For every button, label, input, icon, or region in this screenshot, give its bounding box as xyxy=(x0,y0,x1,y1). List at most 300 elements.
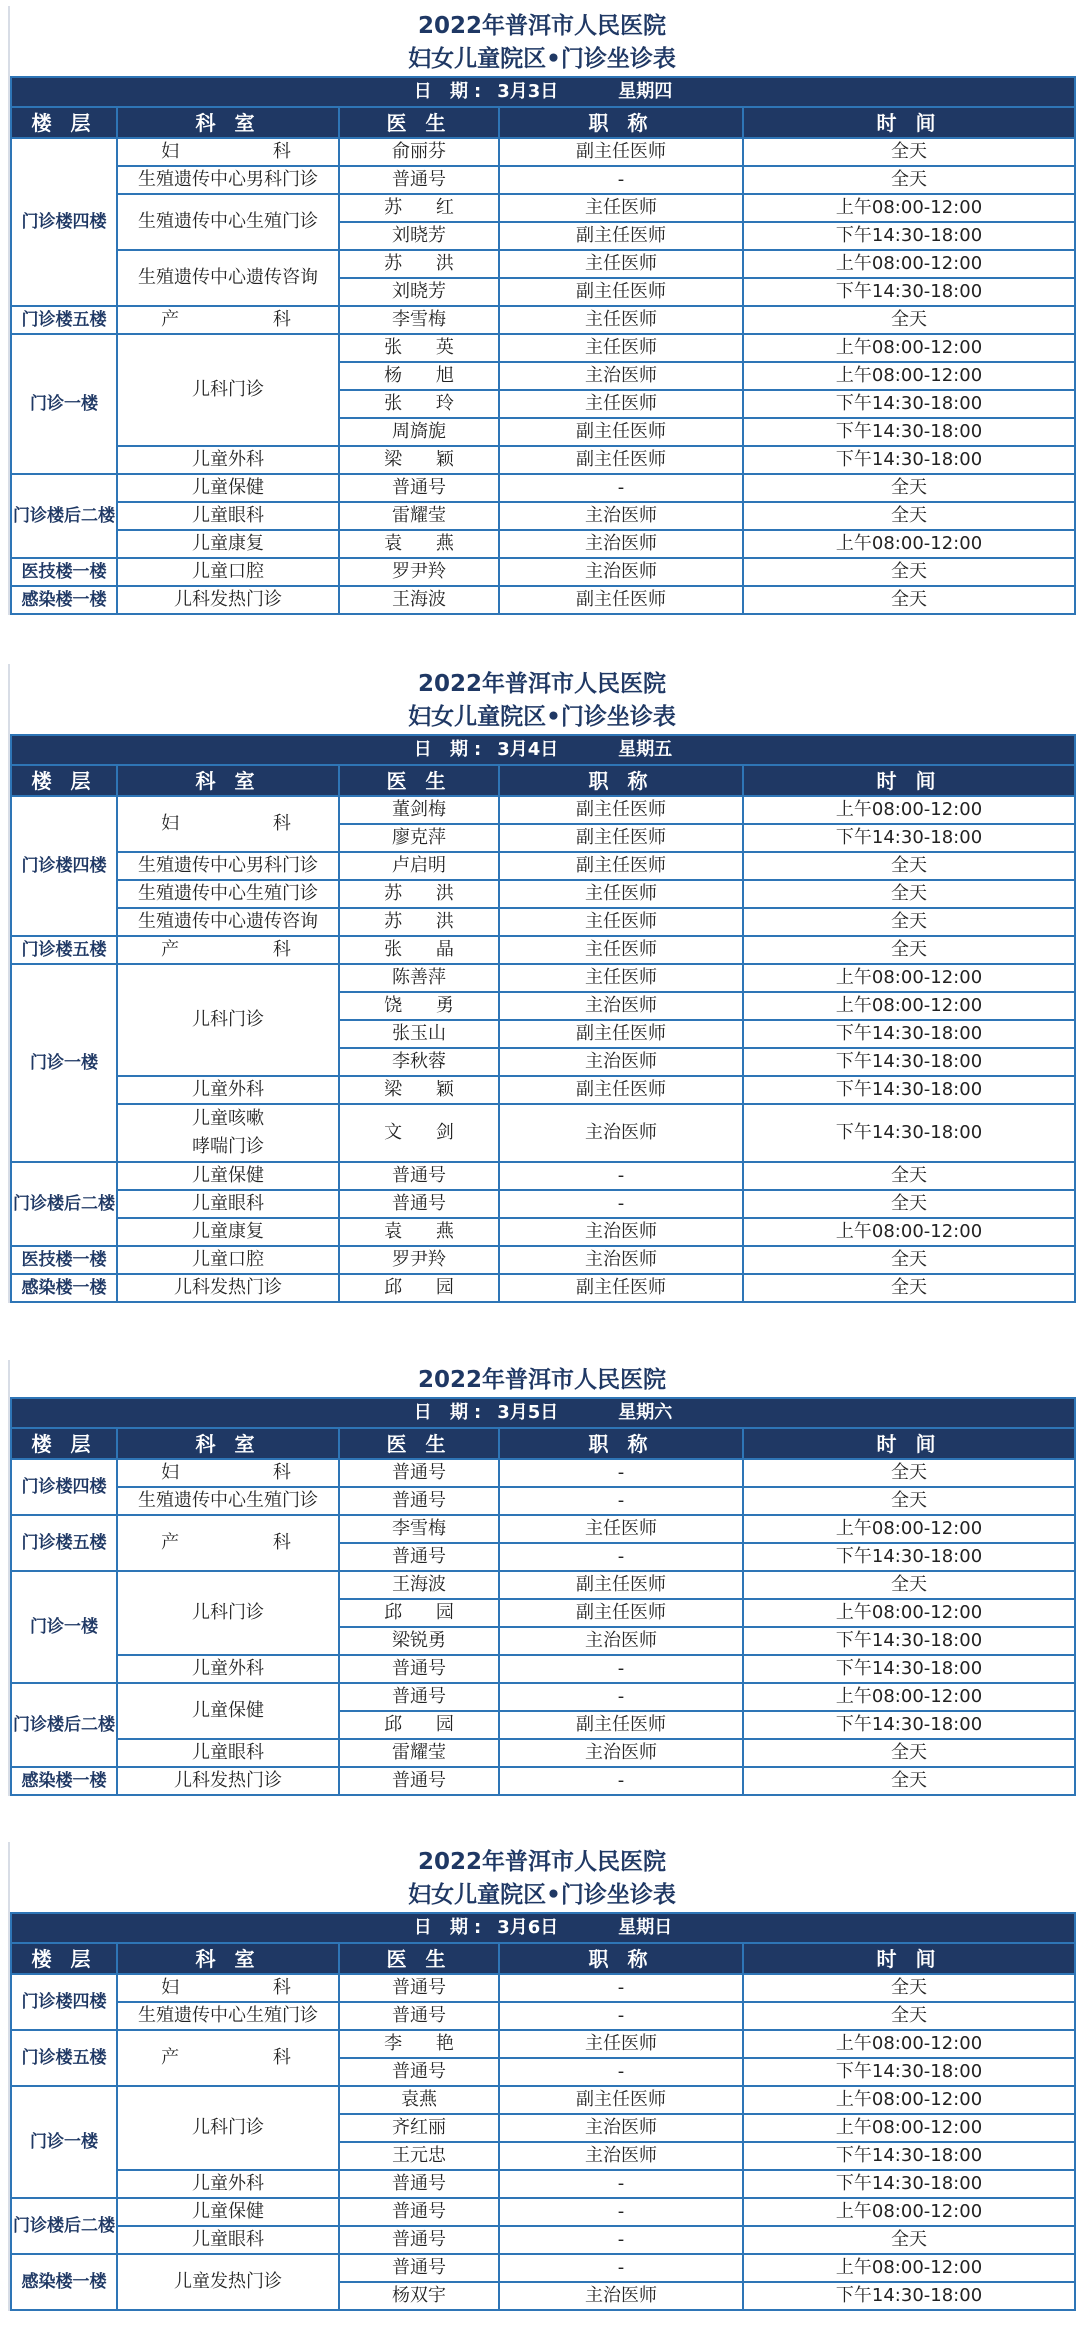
time-cell: 全天 xyxy=(743,1246,1075,1274)
department-cell: 儿童外科 xyxy=(117,1076,339,1104)
job-title-cell: 主任医师 xyxy=(499,390,743,418)
floor-cell: 门诊楼四楼 xyxy=(11,1459,117,1515)
weekday: 星期日 xyxy=(618,1917,673,1938)
time-cell: 全天 xyxy=(743,138,1075,166)
department-cell: 儿科发热门诊 xyxy=(117,586,339,614)
job-title-cell: 副主任医师 xyxy=(499,418,743,446)
doctor-cell: 袁燕 xyxy=(339,2086,499,2114)
department-cell: 产 科 xyxy=(117,1515,339,1571)
floor-cell: 门诊楼后二楼 xyxy=(11,1162,117,1246)
schedule-table xyxy=(10,76,1076,615)
table-row xyxy=(11,1274,1075,1302)
department-cell: 儿童外科 xyxy=(117,1655,339,1683)
doctor-cell: 普通号 xyxy=(339,1974,499,2002)
department-cell: 生殖遗传中心遗传咨询 xyxy=(117,908,339,936)
doctor-cell: 张 晶 xyxy=(339,936,499,964)
schedule-table xyxy=(10,1912,1076,2311)
time-cell: 下午14:30-18:00 xyxy=(743,1627,1075,1655)
doctor-cell: 雷耀莹 xyxy=(339,1739,499,1767)
job-title-cell: 主任医师 xyxy=(499,334,743,362)
time-cell: 上午08:00-12:00 xyxy=(743,964,1075,992)
doctor-cell: 普通号 xyxy=(339,166,499,194)
time-cell: 全天 xyxy=(743,166,1075,194)
department-cell: 生殖遗传中心生殖门诊 xyxy=(117,2002,339,2030)
time-cell: 上午08:00-12:00 xyxy=(743,796,1075,824)
doctor-cell: 邱 园 xyxy=(339,1711,499,1739)
job-title-cell: 主治医师 xyxy=(499,1218,743,1246)
time-cell: 上午08:00-12:00 xyxy=(743,2086,1075,2114)
time-cell: 全天 xyxy=(743,306,1075,334)
weekday: 星期五 xyxy=(618,739,673,760)
job-title-cell: - xyxy=(499,2002,743,2030)
header-title: 职 称 xyxy=(499,107,743,138)
time-cell: 全天 xyxy=(743,880,1075,908)
table-row xyxy=(11,880,1075,908)
doctor-cell: 李秋蓉 xyxy=(339,1048,499,1076)
doctor-cell: 董剑梅 xyxy=(339,796,499,824)
doctor-cell: 罗尹羚 xyxy=(339,558,499,586)
floor-cell: 感染楼一楼 xyxy=(11,1767,117,1795)
time-cell: 全天 xyxy=(743,908,1075,936)
doctor-cell: 苏 红 xyxy=(339,194,499,222)
date-value: 3月4日 xyxy=(497,739,559,760)
time-cell: 下午14:30-18:00 xyxy=(743,1711,1075,1739)
table-row xyxy=(11,964,1075,992)
time-cell: 全天 xyxy=(743,2002,1075,2030)
doctor-cell: 普通号 xyxy=(339,1683,499,1711)
department-cell: 儿童保健 xyxy=(117,2198,339,2226)
time-cell: 全天 xyxy=(743,1274,1075,1302)
department-cell: 产 科 xyxy=(117,2030,339,2086)
table-row xyxy=(11,474,1075,502)
header-doctor: 医 生 xyxy=(339,1428,499,1459)
time-cell: 全天 xyxy=(743,586,1075,614)
job-title-cell: 主治医师 xyxy=(499,1048,743,1076)
department-cell: 儿科门诊 xyxy=(117,1571,339,1655)
department-cell: 儿童外科 xyxy=(117,446,339,474)
department-cell: 儿童保健 xyxy=(117,1683,339,1739)
header-department: 科 室 xyxy=(117,765,339,796)
time-cell: 上午08:00-12:00 xyxy=(743,362,1075,390)
job-title-cell: 主任医师 xyxy=(499,1515,743,1543)
date-label: 日 期: xyxy=(413,739,488,760)
header-title: 职 称 xyxy=(499,765,743,796)
time-cell: 下午14:30-18:00 xyxy=(743,390,1075,418)
header-title: 职 称 xyxy=(499,1428,743,1459)
header-doctor: 医 生 xyxy=(339,107,499,138)
job-title-cell: 主任医师 xyxy=(499,194,743,222)
department-cell: 产 科 xyxy=(117,936,339,964)
department-cell: 生殖遗传中心男科门诊 xyxy=(117,166,339,194)
table-row xyxy=(11,502,1075,530)
job-title-cell: 副主任医师 xyxy=(499,796,743,824)
time-cell: 全天 xyxy=(743,1739,1075,1767)
department-cell: 儿科发热门诊 xyxy=(117,1274,339,1302)
job-title-cell: 副主任医师 xyxy=(499,138,743,166)
header-time: 时 间 xyxy=(743,765,1075,796)
header-floor: 楼 层 xyxy=(11,1943,117,1974)
title-block xyxy=(10,664,1074,734)
floor-cell: 门诊楼后二楼 xyxy=(11,474,117,558)
department-cell: 妇 科 xyxy=(117,796,339,852)
doctor-cell: 苏 洪 xyxy=(339,880,499,908)
department-cell: 儿科门诊 xyxy=(117,2086,339,2170)
job-title-cell: 主任医师 xyxy=(499,908,743,936)
doctor-cell: 普通号 xyxy=(339,1543,499,1571)
time-cell: 上午08:00-12:00 xyxy=(743,2114,1075,2142)
job-title-cell: 主治医师 xyxy=(499,1627,743,1655)
table-row xyxy=(11,2030,1075,2058)
job-title-cell: 副主任医师 xyxy=(499,1571,743,1599)
time-cell: 全天 xyxy=(743,852,1075,880)
doctor-cell: 普通号 xyxy=(339,474,499,502)
job-title-cell: 副主任医师 xyxy=(499,222,743,250)
doctor-cell: 张 玲 xyxy=(339,390,499,418)
job-title-cell: - xyxy=(499,1974,743,2002)
time-cell: 全天 xyxy=(743,1162,1075,1190)
time-cell: 全天 xyxy=(743,474,1075,502)
schedule-table xyxy=(10,1397,1076,1796)
job-title-cell: - xyxy=(499,2058,743,2086)
doctor-cell: 文 剑 xyxy=(339,1104,499,1162)
time-cell: 下午14:30-18:00 xyxy=(743,1655,1075,1683)
table-row xyxy=(11,1218,1075,1246)
time-cell: 上午08:00-12:00 xyxy=(743,992,1075,1020)
schedule-subtitle: 妇女儿童院区•门诊坐诊表 xyxy=(408,46,676,72)
date-label: 日 期: xyxy=(413,81,488,102)
doctor-cell: 雷耀莹 xyxy=(339,502,499,530)
doctor-cell: 俞丽芬 xyxy=(339,138,499,166)
doctor-cell: 梁 颖 xyxy=(339,446,499,474)
table-row xyxy=(11,558,1075,586)
schedule-sheet xyxy=(8,1360,1074,1796)
department-cell: 生殖遗传中心男科门诊 xyxy=(117,852,339,880)
date-row xyxy=(11,1398,1075,1428)
time-cell: 全天 xyxy=(743,2226,1075,2254)
doctor-cell: 李 艳 xyxy=(339,2030,499,2058)
doctor-cell: 王海波 xyxy=(339,1571,499,1599)
floor-cell: 门诊楼五楼 xyxy=(11,936,117,964)
floor-cell: 门诊楼五楼 xyxy=(11,1515,117,1571)
floor-cell: 门诊楼后二楼 xyxy=(11,1683,117,1767)
header-time: 时 间 xyxy=(743,1428,1075,1459)
table-row xyxy=(11,1655,1075,1683)
job-title-cell: 主治医师 xyxy=(499,1739,743,1767)
schedule-sheet xyxy=(8,1842,1074,2311)
job-title-cell: 副主任医师 xyxy=(499,1711,743,1739)
date-value: 3月5日 xyxy=(497,1402,559,1423)
doctor-cell: 袁 燕 xyxy=(339,530,499,558)
doctor-cell: 卢启明 xyxy=(339,852,499,880)
table-row xyxy=(11,1104,1075,1162)
table-row xyxy=(11,194,1075,222)
date-row xyxy=(11,735,1075,765)
floor-cell: 门诊一楼 xyxy=(11,334,117,474)
doctor-cell: 罗尹羚 xyxy=(339,1246,499,1274)
date-row xyxy=(11,1913,1075,1943)
job-title-cell: - xyxy=(499,2198,743,2226)
table-row xyxy=(11,1739,1075,1767)
department-cell: 儿童康复 xyxy=(117,1218,339,1246)
department-cell: 妇 科 xyxy=(117,1459,339,1487)
job-title-cell: 主治医师 xyxy=(499,502,743,530)
time-cell: 下午14:30-18:00 xyxy=(743,222,1075,250)
doctor-cell: 普通号 xyxy=(339,2170,499,2198)
title-block xyxy=(10,1360,1074,1397)
floor-cell: 门诊楼四楼 xyxy=(11,796,117,936)
department-cell: 儿童发热门诊 xyxy=(117,2254,339,2310)
time-cell: 上午08:00-12:00 xyxy=(743,2254,1075,2282)
floor-cell: 感染楼一楼 xyxy=(11,1274,117,1302)
time-cell: 全天 xyxy=(743,1190,1075,1218)
job-title-cell: 副主任医师 xyxy=(499,446,743,474)
job-title-cell: 副主任医师 xyxy=(499,852,743,880)
doctor-cell: 普通号 xyxy=(339,1655,499,1683)
table-row xyxy=(11,446,1075,474)
table-row xyxy=(11,1487,1075,1515)
hospital-title: 2022年普洱市人民医院 xyxy=(417,1849,666,1875)
doctor-cell: 刘晓芳 xyxy=(339,222,499,250)
table-row xyxy=(11,936,1075,964)
header-time: 时 间 xyxy=(743,1943,1075,1974)
table-row xyxy=(11,1076,1075,1104)
time-cell: 全天 xyxy=(743,1487,1075,1515)
schedule-sheet xyxy=(8,6,1074,615)
doctor-cell: 梁 颖 xyxy=(339,1076,499,1104)
title-block xyxy=(10,1842,1074,1912)
hospital-title: 2022年普洱市人民医院 xyxy=(417,671,666,697)
table-row xyxy=(11,852,1075,880)
time-cell: 上午08:00-12:00 xyxy=(743,250,1075,278)
time-cell: 下午14:30-18:00 xyxy=(743,446,1075,474)
table-row xyxy=(11,1767,1075,1795)
job-title-cell: - xyxy=(499,1487,743,1515)
table-row xyxy=(11,334,1075,362)
department-cell: 儿童眼科 xyxy=(117,2226,339,2254)
job-title-cell: 副主任医师 xyxy=(499,586,743,614)
header-time: 时 间 xyxy=(743,107,1075,138)
time-cell: 下午14:30-18:00 xyxy=(743,2282,1075,2310)
job-title-cell: 副主任医师 xyxy=(499,1020,743,1048)
job-title-cell: - xyxy=(499,2254,743,2282)
doctor-cell: 周旖旎 xyxy=(339,418,499,446)
header-floor: 楼 层 xyxy=(11,1428,117,1459)
floor-cell: 门诊一楼 xyxy=(11,1571,117,1683)
doctor-cell: 梁锐勇 xyxy=(339,1627,499,1655)
job-title-cell: 主治医师 xyxy=(499,558,743,586)
doctor-cell: 普通号 xyxy=(339,2002,499,2030)
time-cell: 全天 xyxy=(743,502,1075,530)
floor-cell: 门诊一楼 xyxy=(11,964,117,1162)
time-cell: 下午14:30-18:00 xyxy=(743,1543,1075,1571)
table-row xyxy=(11,530,1075,558)
time-cell: 下午14:30-18:00 xyxy=(743,418,1075,446)
department-cell: 儿童眼科 xyxy=(117,1739,339,1767)
time-cell: 下午14:30-18:00 xyxy=(743,1048,1075,1076)
table-row xyxy=(11,2254,1075,2282)
job-title-cell: 副主任医师 xyxy=(499,278,743,306)
floor-cell: 门诊楼四楼 xyxy=(11,1974,117,2030)
table-row xyxy=(11,1515,1075,1543)
schedule-subtitle: 妇女儿童院区•门诊坐诊表 xyxy=(408,704,676,730)
table-row xyxy=(11,796,1075,824)
department-cell: 生殖遗传中心生殖门诊 xyxy=(117,194,339,250)
doctor-cell: 李雪梅 xyxy=(339,306,499,334)
doctor-cell: 杨双宇 xyxy=(339,2282,499,2310)
doctor-cell: 陈善萍 xyxy=(339,964,499,992)
time-cell: 上午08:00-12:00 xyxy=(743,2198,1075,2226)
job-title-cell: 主治医师 xyxy=(499,1246,743,1274)
table-row xyxy=(11,2086,1075,2114)
time-cell: 全天 xyxy=(743,936,1075,964)
schedule-sheet xyxy=(8,664,1074,1303)
department-cell: 儿童外科 xyxy=(117,2170,339,2198)
header-doctor: 医 生 xyxy=(339,1943,499,1974)
date-row xyxy=(11,77,1075,107)
job-title-cell: 主治医师 xyxy=(499,992,743,1020)
doctor-cell: 饶 勇 xyxy=(339,992,499,1020)
date-label: 日 期: xyxy=(413,1402,488,1423)
doctor-cell: 普通号 xyxy=(339,1767,499,1795)
header-floor: 楼 层 xyxy=(11,765,117,796)
job-title-cell: 副主任医师 xyxy=(499,1599,743,1627)
doctor-cell: 齐红丽 xyxy=(339,2114,499,2142)
doctor-cell: 苏 洪 xyxy=(339,250,499,278)
job-title-cell: 副主任医师 xyxy=(499,2086,743,2114)
job-title-cell: 主治医师 xyxy=(499,362,743,390)
weekday: 星期四 xyxy=(618,81,673,102)
job-title-cell: 主治医师 xyxy=(499,1104,743,1162)
floor-cell: 门诊楼五楼 xyxy=(11,2030,117,2086)
time-cell: 全天 xyxy=(743,1974,1075,2002)
job-title-cell: - xyxy=(499,2170,743,2198)
doctor-cell: 刘晓芳 xyxy=(339,278,499,306)
time-cell: 上午08:00-12:00 xyxy=(743,2030,1075,2058)
job-title-cell: 副主任医师 xyxy=(499,824,743,852)
time-cell: 下午14:30-18:00 xyxy=(743,2170,1075,2198)
doctor-cell: 普通号 xyxy=(339,1190,499,1218)
floor-cell: 医技楼一楼 xyxy=(11,558,117,586)
table-row xyxy=(11,2170,1075,2198)
job-title-cell: 副主任医师 xyxy=(499,1274,743,1302)
job-title-cell: - xyxy=(499,2226,743,2254)
table-row xyxy=(11,1246,1075,1274)
table-row xyxy=(11,306,1075,334)
department-cell: 生殖遗传中心遗传咨询 xyxy=(117,250,339,306)
table-row xyxy=(11,1683,1075,1711)
job-title-cell: 主任医师 xyxy=(499,2030,743,2058)
job-title-cell: - xyxy=(499,474,743,502)
doctor-cell: 普通号 xyxy=(339,2226,499,2254)
department-cell: 妇 科 xyxy=(117,1974,339,2002)
department-cell: 儿童眼科 xyxy=(117,502,339,530)
time-cell: 上午08:00-12:00 xyxy=(743,1599,1075,1627)
date-value: 3月6日 xyxy=(497,1917,559,1938)
table-row xyxy=(11,138,1075,166)
job-title-cell: - xyxy=(499,1459,743,1487)
time-cell: 下午14:30-18:00 xyxy=(743,278,1075,306)
doctor-cell: 普通号 xyxy=(339,1162,499,1190)
floor-cell: 感染楼一楼 xyxy=(11,586,117,614)
floor-cell: 门诊楼四楼 xyxy=(11,138,117,306)
department-cell: 生殖遗传中心生殖门诊 xyxy=(117,880,339,908)
job-title-cell: 主任医师 xyxy=(499,936,743,964)
title-block xyxy=(10,6,1074,76)
job-title-cell: - xyxy=(499,166,743,194)
doctor-cell: 普通号 xyxy=(339,1459,499,1487)
doctor-cell: 普通号 xyxy=(339,2198,499,2226)
doctor-cell: 邱 园 xyxy=(339,1274,499,1302)
doctor-cell: 普通号 xyxy=(339,2254,499,2282)
time-cell: 下午14:30-18:00 xyxy=(743,1076,1075,1104)
doctor-cell: 普通号 xyxy=(339,1487,499,1515)
table-row xyxy=(11,1459,1075,1487)
department-cell: 妇 科 xyxy=(117,138,339,166)
time-cell: 上午08:00-12:00 xyxy=(743,194,1075,222)
doctor-cell: 袁 燕 xyxy=(339,1218,499,1246)
table-row xyxy=(11,2198,1075,2226)
hospital-title: 2022年普洱市人民医院 xyxy=(417,13,666,39)
department-cell: 儿童保健 xyxy=(117,474,339,502)
job-title-cell: 主任医师 xyxy=(499,250,743,278)
time-cell: 全天 xyxy=(743,1571,1075,1599)
time-cell: 上午08:00-12:00 xyxy=(743,530,1075,558)
job-title-cell: - xyxy=(499,1162,743,1190)
floor-cell: 感染楼一楼 xyxy=(11,2254,117,2310)
table-row xyxy=(11,908,1075,936)
doctor-cell: 张玉山 xyxy=(339,1020,499,1048)
doctor-cell: 普通号 xyxy=(339,2058,499,2086)
time-cell: 全天 xyxy=(743,558,1075,586)
header-title: 职 称 xyxy=(499,1943,743,1974)
department-cell: 儿科门诊 xyxy=(117,964,339,1076)
time-cell: 下午14:30-18:00 xyxy=(743,2058,1075,2086)
table-row xyxy=(11,1571,1075,1599)
department-cell: 儿科发热门诊 xyxy=(117,1767,339,1795)
schedule-table xyxy=(10,734,1076,1303)
job-title-cell: 主治医师 xyxy=(499,2282,743,2310)
department-cell: 儿童保健 xyxy=(117,1162,339,1190)
doctor-cell: 苏 洪 xyxy=(339,908,499,936)
date-value: 3月3日 xyxy=(497,81,559,102)
header-floor: 楼 层 xyxy=(11,107,117,138)
department-cell: 儿童咳嗽 哮喘门诊 xyxy=(117,1104,339,1162)
doctor-cell: 杨 旭 xyxy=(339,362,499,390)
department-cell: 儿科门诊 xyxy=(117,334,339,446)
table-row xyxy=(11,250,1075,278)
date-label: 日 期: xyxy=(413,1917,488,1938)
table-row xyxy=(11,1190,1075,1218)
department-cell: 儿童康复 xyxy=(117,530,339,558)
department-cell: 生殖遗传中心生殖门诊 xyxy=(117,1487,339,1515)
time-cell: 下午14:30-18:00 xyxy=(743,1104,1075,1162)
time-cell: 上午08:00-12:00 xyxy=(743,1515,1075,1543)
doctor-cell: 王元忠 xyxy=(339,2142,499,2170)
doctor-cell: 邱 园 xyxy=(339,1599,499,1627)
header-doctor: 医 生 xyxy=(339,765,499,796)
time-cell: 下午14:30-18:00 xyxy=(743,2142,1075,2170)
doctor-cell: 张 英 xyxy=(339,334,499,362)
table-row xyxy=(11,1162,1075,1190)
floor-cell: 门诊楼后二楼 xyxy=(11,2198,117,2254)
department-cell: 儿童口腔 xyxy=(117,558,339,586)
header-department: 科 室 xyxy=(117,1428,339,1459)
job-title-cell: - xyxy=(499,1683,743,1711)
doctor-cell: 廖克萍 xyxy=(339,824,499,852)
floor-cell: 门诊楼五楼 xyxy=(11,306,117,334)
header-department: 科 室 xyxy=(117,1943,339,1974)
job-title-cell: 主治医师 xyxy=(499,2114,743,2142)
